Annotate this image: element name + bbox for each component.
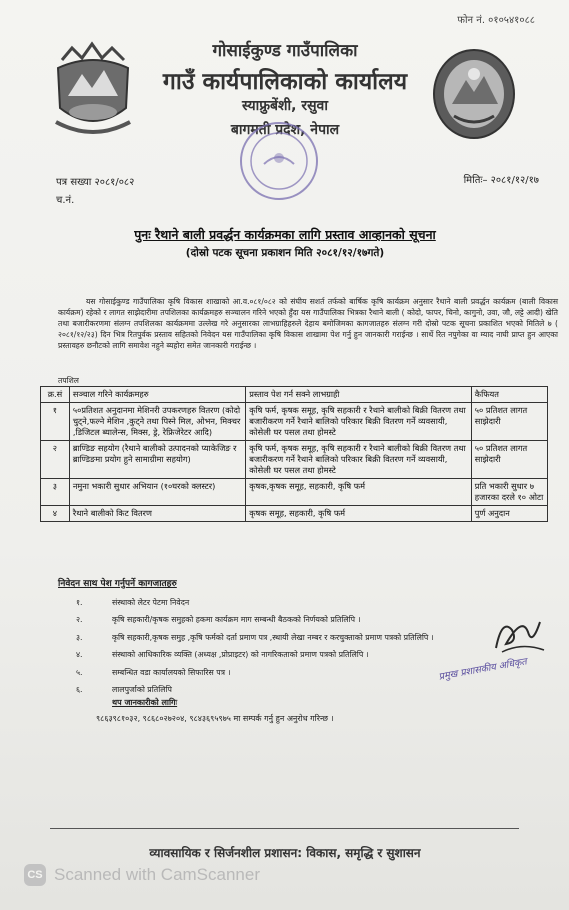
province-name: बागमती प्रदेश, नेपाल — [230, 122, 340, 138]
list-item — [76, 594, 496, 612]
notice-body: यस गोसाईकुण्ड गाउँपालिका कृषि विकास शाखाको आ.व.०८१/०८२ को संघीय सशर्त तर्फको बार्षिक कृषि कार्यक्रम अनुसार रैथाने बाली प्रवर्द्धन कार्यक्रम (बाली विकास कार्यक्रम) रहेको र लागत साझेदारीमा तपशिलका कार्यक्रमहरु सञ्चालन गरिने भएको हुँदा यस गाउँपालिका भित्रका रैथाने बाली ( कोदो, फापर, चिनो, कागुनो, उवा, जौ, लट्टे आदी) खेति तथा बजारीकरणमा संलग्न तपशिलका कार्यक्रममा उल्लेख गरे अनुसारका लाभग्राहिहरुले देहाय बमोजिमका कागजातहरु संलग्न गरी दोस्रो पटक सूचना प्रकाशित भएको मितिले ७ ( २०८१/१२/२३) दिन भित्र रितपुर्वक प्रस्ताव सहितको निवेदन यस गाउँपालिका कृषि विकास शाखामा पेश गर्नु हुन जानकारी गराईन्छ । सार्थे रित नपुगेका वा म्याद नाघी प्राप्त हुन आएका प्रस्तावहरु छनौटको लागि समावेश नहुने ब्यहोरा समेत जानकारी गराईन्छ । — [58, 297, 558, 350]
list-item-number: १. — [76, 597, 83, 607]
list-item-number: ५. — [76, 667, 83, 677]
camscanner-logo-icon: CS — [24, 864, 46, 886]
documents-list — [76, 594, 496, 699]
table-cell: २ — [41, 441, 70, 479]
signature-icon — [488, 612, 548, 658]
table-cell: ४ — [41, 506, 70, 522]
contact-label: थप जानकारीको लागिः — [112, 698, 178, 707]
table-cell: १ — [41, 403, 70, 441]
list-item-number: ४. — [76, 650, 83, 660]
list-item-number: ३. — [76, 632, 83, 642]
documents-heading: निवेदन साथ पेश गर्नुपर्ने कागजातहरु — [58, 579, 177, 589]
table-cell: कृषि फर्म, कृषक समूह, कृषि सहकारी र रैथाने बालीको बिक्री वितरण तथा बजारीकरण गर्ने रैथाने बालिको परिकार बिक्री वितरण गर्ने व्यवसायी, कोसेली घर पसल तथा होमस्टे — [246, 441, 472, 479]
list-item-text: कृषि सहकारी,कृषक समुह ,कृषि फर्मको दर्ता प्रमाण पत्र ,स्थायी लेखा नम्बर र करचुक्ताको प्रमाण पत्रको प्रतिलिपि । — [112, 632, 434, 642]
list-item — [76, 612, 496, 630]
list-item-text: सम्बन्धित वडा कार्यालयको सिफारिस पत्र । — [112, 667, 231, 677]
official-stamp-icon — [238, 120, 320, 202]
camscanner-watermark — [24, 864, 260, 886]
table-cell: ५० प्रतिशत लागत साझेदारी — [471, 441, 547, 479]
table-header-row — [41, 387, 548, 403]
table-cell: नमुना भकारी सुधार अभियान (१०घरको क्लस्टर) — [69, 479, 245, 506]
reference-number: पत्र सख्या २०८१/०८२ — [56, 177, 135, 188]
phone-number: फोन नं. ०१०५४१०८८ — [457, 15, 535, 26]
list-item-text: कृषि सहकारी/कृषक समुहको हकमा कार्यक्रम माग सम्बन्धी बैठकको निर्णयको प्रतिलिपि । — [112, 615, 361, 625]
municipality-name: गोसाईकुण्ड गाउँपालिका — [212, 41, 358, 61]
notice-subtitle: (दोस्रो पटक सूचना प्रकाशन मिति २०८१/१२/१७गते) — [185, 247, 385, 259]
table-cell: ५० प्रतिशत लागत साझेदारी — [471, 403, 547, 441]
header-serial: क्र.सं — [41, 387, 70, 403]
table-cell: ५०प्रतिशत अनुदानमा मेशिनरी उपकरणहरु वितरण (कोदो चुट्ने,फल्ने मेशिन ,कुट्ने तथा पिस्ने मिल, ओभन, मिक्चर ,डिजिटल ब्यालेन्स, मिक्स, ड्रे, रेफ्रिजेरेटर आदि) — [69, 403, 245, 441]
notice-title: पुनः रैथाने बाली प्रवर्द्धन कार्यक्रमका लागि प्रस्ताव आव्हानको सूचना — [134, 227, 436, 242]
contact-numbers: ९८६३९८१०३२, ९८६८०२७२०४, ९८४३६९५९७५ मा सम्पर्क गर्नु हुन अनुरोध गरिन्छ । — [96, 714, 334, 723]
list-item — [76, 647, 496, 665]
table-cell: प्रति भकारी सुधार ७ हजारका दरले १० ओटा — [471, 479, 547, 506]
list-item-number: २. — [76, 615, 83, 625]
list-item — [76, 629, 496, 647]
programs-table — [40, 386, 548, 522]
list-item-text: लालपुर्जाको प्रतिलिपि — [112, 685, 172, 695]
header-programs: सञ्चाल गरिने कार्यक्रमहरु — [69, 387, 245, 403]
table-cell: कृषक,कृषक समूह, सहकारी, कृषि फर्म — [246, 479, 472, 506]
table-label: तपशिल — [58, 376, 79, 385]
footer-divider — [50, 828, 519, 829]
list-item — [76, 664, 496, 682]
signatory-title: प्रमुख प्रशासकीय अधिकृत — [437, 656, 528, 683]
table-row — [41, 506, 548, 522]
dispatch-number: च.नं. — [56, 195, 75, 206]
table-cell: कृषक समूह, सहकारी, कृषि फर्म — [246, 506, 472, 522]
table-cell: ब्राण्डिङ सहयोग (रैथाने बालीको उत्पादनको प्याकेजिङ र ब्राण्डिङमा प्रयोग हुने सामाग्रीमा सहयोग) — [69, 441, 245, 479]
office-name: गाउँ कार्यपालिकाको कार्यालय — [162, 69, 408, 95]
municipality-logo-emblem — [430, 46, 518, 142]
list-item-text: संस्थाको आधिकारिक व्यक्ति (अध्यक्ष ,प्रोप्राइटर) को नागरिकताको प्रमाण पत्रको प्रतिलिपि । — [112, 650, 369, 660]
table-cell: पुर्ण अनुदान — [471, 506, 547, 522]
table-row — [41, 403, 548, 441]
footer-slogan: व्यावसायिक र सिर्जनशील प्रशासन: विकास, समृद्धि र सुशासन — [149, 846, 421, 860]
list-item-text: संस्थाको लेटर पेटमा निवेदन — [112, 597, 190, 607]
issue-date: मितिः– २०८१/१२/१७ — [463, 175, 539, 186]
table-cell: रैथाने बालीको किट वितरण — [69, 506, 245, 522]
nepal-coat-of-arms-emblem — [52, 38, 134, 138]
header-beneficiaries: प्रस्ताव पेश गर्न सक्ने लाभग्राही — [246, 387, 472, 403]
header-remarks: कैफियत — [471, 387, 547, 403]
table-row — [41, 479, 548, 506]
table-cell: कृषि फर्म, कृषक समूह, कृषि सहकारी र रैथाने बालीको बिक्री वितरण तथा बजारीकरण गर्ने रैथाने बालिको परिकार बिक्री वितरण गर्ने व्यवसायी, कोसेली घर पसल तथा होमस्टे — [246, 403, 472, 441]
table-row — [41, 441, 548, 479]
office-location: स्याफ्रुबेंशी, रसुवा — [242, 98, 328, 114]
list-item-number: ६. — [76, 685, 83, 695]
watermark-text: Scanned with CamScanner — [54, 865, 261, 884]
table-cell: ३ — [41, 479, 70, 506]
